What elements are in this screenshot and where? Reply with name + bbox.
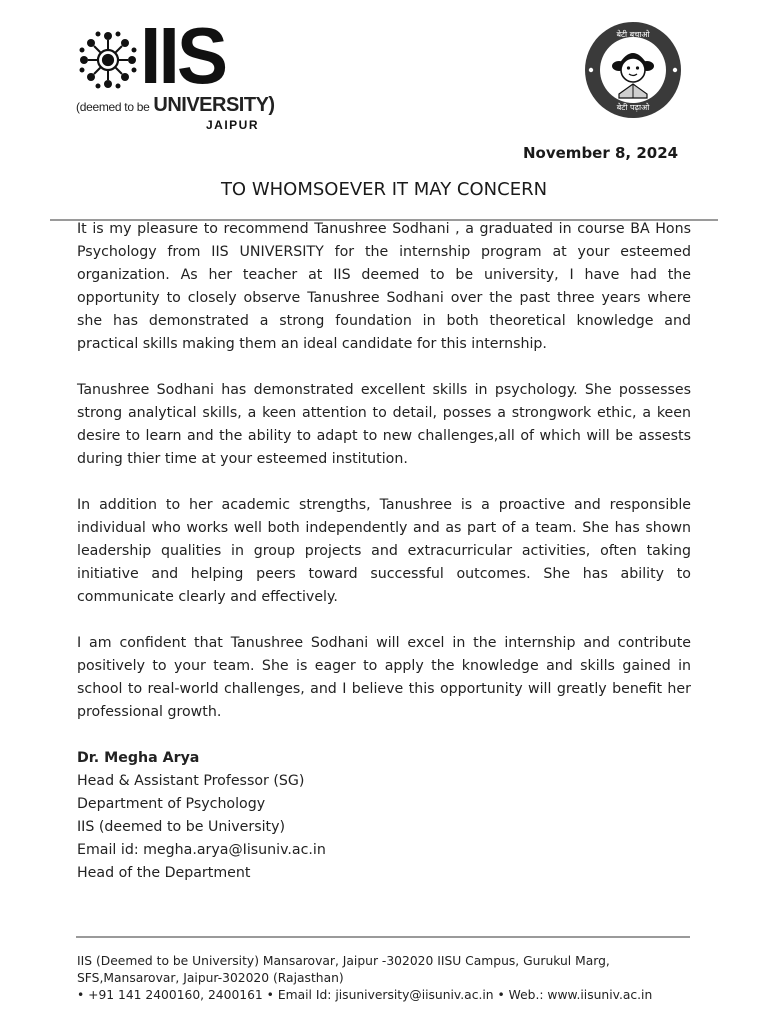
footer — [77, 953, 699, 1004]
signatory-name: Dr. Megha Arya — [77, 750, 200, 766]
footer-contact-line: • +91 141 2400160, 2400161 • Email Id: jisuniversity@iisuniv.ac.in • Web.: www.iisuniv.ac.in — [77, 988, 653, 1002]
logo-deemed-label: (deemed to be — [76, 100, 150, 114]
girl-child-emblem-icon — [581, 20, 685, 120]
emblem-top-text: बेटी बचाओ — [616, 30, 650, 39]
footer-divider — [76, 936, 690, 938]
logo-deemed-text — [76, 92, 275, 120]
footer-address-line-2: SFS,Mansarovar, Jaipur-302020 (Rajasthan) — [77, 971, 344, 985]
body-paragraph: In addition to her academic strengths, Tanushree is a proactive and responsible individual who works well both independently and as part of a team. She has shown leadership qualities in group projects and extracurricular activities, often taking initiative and helping peers toward successful outcomes. She has ability to communicate clearly and effectively. — [77, 497, 691, 605]
signatory-department: Department of Psychology — [77, 796, 266, 812]
body-paragraph: It is my pleasure to recommend Tanushree Sodhani , a graduated in course BA Hons Psychology from IIS UNIVERSITY for the internship program at your esteemed organization. As her teacher at IIS deemed to be university, I have had the opportunity to closely observe Tanushree Sodhani over the past three years where she has demonstrated a strong foundation in both theoretical knowledge and practical skills making them an ideal candidate for this internship. — [77, 221, 691, 352]
beti-bachao-emblem — [581, 20, 685, 120]
body-paragraph: I am confident that Tanushree Sodhani will excel in the internship and contribute positively to your team. She is eager to apply the knowledge and skills gained in school to real-world challenges, and I believe this opportunity will greatly benefit her professional growth. — [77, 635, 691, 720]
letter-subject: TO WHOMSOEVER IT MAY CONCERN — [220, 179, 548, 200]
footer-address-line-1: IIS (Deemed to be University) Mansarovar, Jaipur -302020 IISU Campus, Gurukul Marg, — [77, 954, 610, 968]
letter-date: November 8, 2024 — [523, 144, 679, 162]
body-paragraph: Tanushree Sodhani has demonstrated excellent skills in psychology. She possesses strong analytical skills, a keen attention to detail, posses a strongwork ethic, a keen desire to learn and the ability to adapt to new challenges,all of which will be assests during thier time at your esteemed institution. — [77, 382, 691, 467]
emblem-bottom-text: बेटी पढ़ाओ — [616, 103, 650, 112]
lotus-emblem-icon — [76, 28, 140, 92]
letter-body — [77, 218, 691, 747]
signatory-institution: IIS (deemed to be University) — [77, 819, 286, 835]
signatory-email: Email id: megha.arya@Iisuniv.ac.in — [77, 842, 326, 858]
signature-block — [77, 747, 477, 885]
signatory-title: Head & Assistant Professor (SG) — [77, 773, 305, 789]
logo-city-text: JAIPUR — [206, 118, 260, 132]
logo-university-label: UNIVERSITY) — [153, 94, 275, 116]
signatory-role: Head of the Department — [77, 865, 251, 881]
logo-iis-text: IIS — [140, 11, 226, 100]
university-logo — [76, 11, 275, 132]
